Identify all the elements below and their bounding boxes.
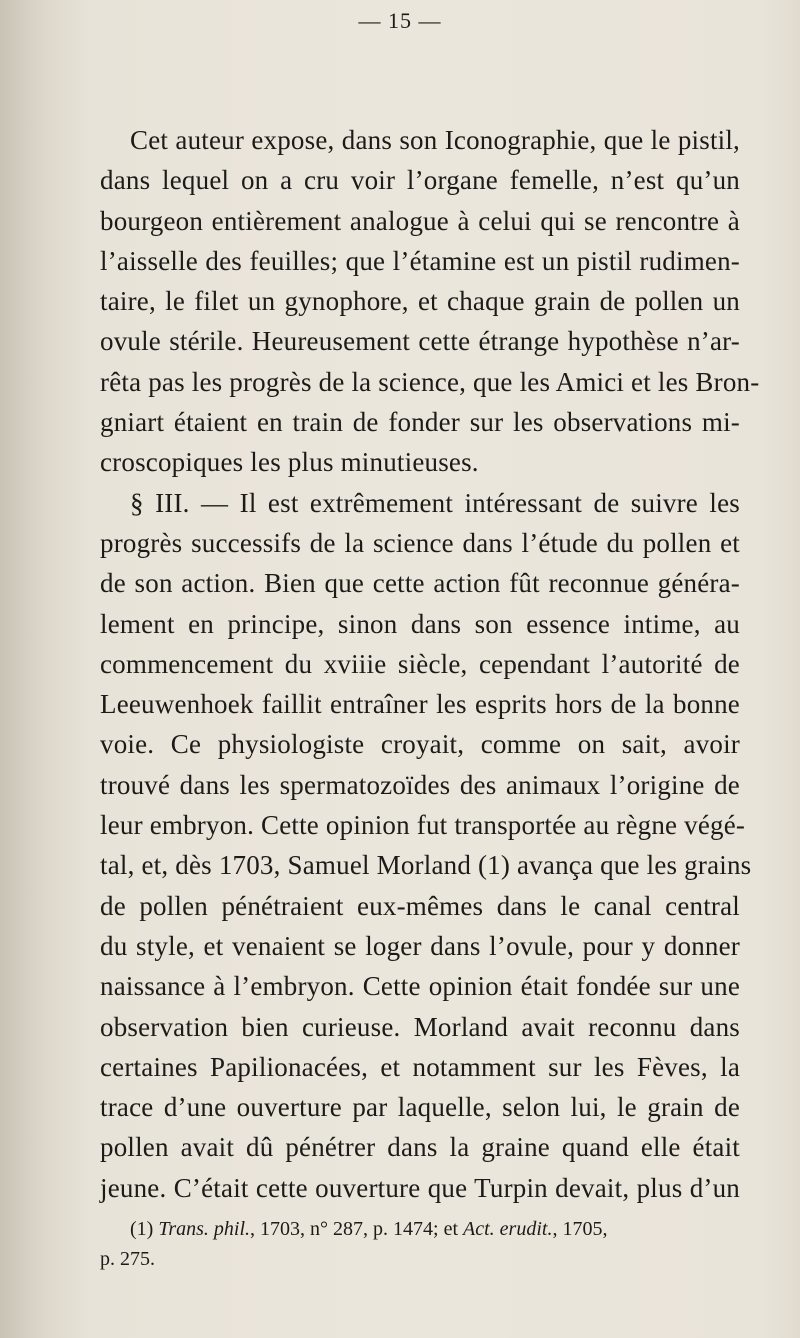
text-line: tal, et, dès 1703, Samuel Morland (1) avança que les grains [100, 850, 752, 881]
page-number: — 15 — [358, 8, 442, 33]
text-line: trace d’une ouverture par laquelle, selon lui, le grain de [100, 1092, 740, 1123]
footnote-detail: , 1703, n° 287, p. 1474; et [250, 1218, 459, 1240]
text-line: taire, le filet un gynophore, et chaque grain de pollen un [100, 286, 740, 317]
text-line: ovule stérile. Heureusement cette étrange hypothèse n’ar- [100, 326, 740, 357]
text-line: naissance à l’embryon. Cette opinion était fondée sur une [100, 971, 740, 1002]
text-line: observation bien curieuse. Morland avait reconnu dans [100, 1011, 740, 1042]
body-text [100, 120, 760, 1208]
section-heading-line: § III. — Il est extrêmement intéressant de suivre les [130, 487, 740, 518]
text-line: pollen avait dû pénétrer dans la graine quand elle était [100, 1132, 740, 1163]
footnote-line: p. 275. [100, 1248, 155, 1270]
text-line: gniart étaient en train de fonder sur les observations mi- [100, 407, 740, 438]
text-line: voie. Ce physiologiste croyait, comme on sait, avoir [100, 729, 740, 760]
footnote-line [100, 1214, 740, 1244]
text-line: trouvé dans les spermatozoïdes des animaux l’origine de [100, 769, 740, 800]
text-line: de son action. Bien que cette action fût reconnue généra- [100, 568, 740, 599]
footnote-source-title: Trans. phil. [158, 1218, 251, 1240]
text-line: lement en principe, sinon dans son essence intime, au [100, 608, 740, 639]
text-line: dans lequel on a cru voir l’organe femelle, n’est qu’un [100, 165, 740, 196]
text-line: progrès successifs de la science dans l’étude du pollen et [100, 527, 740, 558]
text-line: croscopiques les plus minutieuses. [100, 447, 479, 478]
footnote-marker: (1) [130, 1218, 154, 1240]
text-line: du style, et venaient se loger dans l’ovule, pour y donner [100, 930, 740, 961]
text-line: l’aisselle des feuilles; que l’étamine est un pistil rudimen- [100, 245, 740, 276]
text-line: Cet auteur expose, dans son Iconographie, que le pistil, [130, 125, 740, 155]
text-line: commencement du xviiie siècle, cependant l’autorité de [100, 648, 740, 679]
text-line: Leeuwenhoek faillit entraîner les esprits hors de la bonne [100, 689, 740, 720]
text-line: rêta pas les progrès de la science, que les Amici et les Bron- [100, 366, 760, 397]
text-line: certaines Papilionacées, et notamment sur les Fèves, la [100, 1051, 740, 1082]
text-line: de pollen pénétraient eux-mêmes dans le canal central [100, 890, 740, 921]
text-line: bourgeon entièrement analogue à celui qui se rencontre à [100, 205, 740, 236]
text-line: jeune. C’était cette ouverture que Turpin devait, plus d’un [100, 1172, 740, 1203]
text-line: leur embryon. Cette opinion fut transportée au règne végé- [100, 810, 746, 841]
footnote-detail: , 1705, [552, 1218, 608, 1240]
footnote [100, 1214, 740, 1274]
footnote-source-title: Act. erudit. [463, 1218, 553, 1240]
